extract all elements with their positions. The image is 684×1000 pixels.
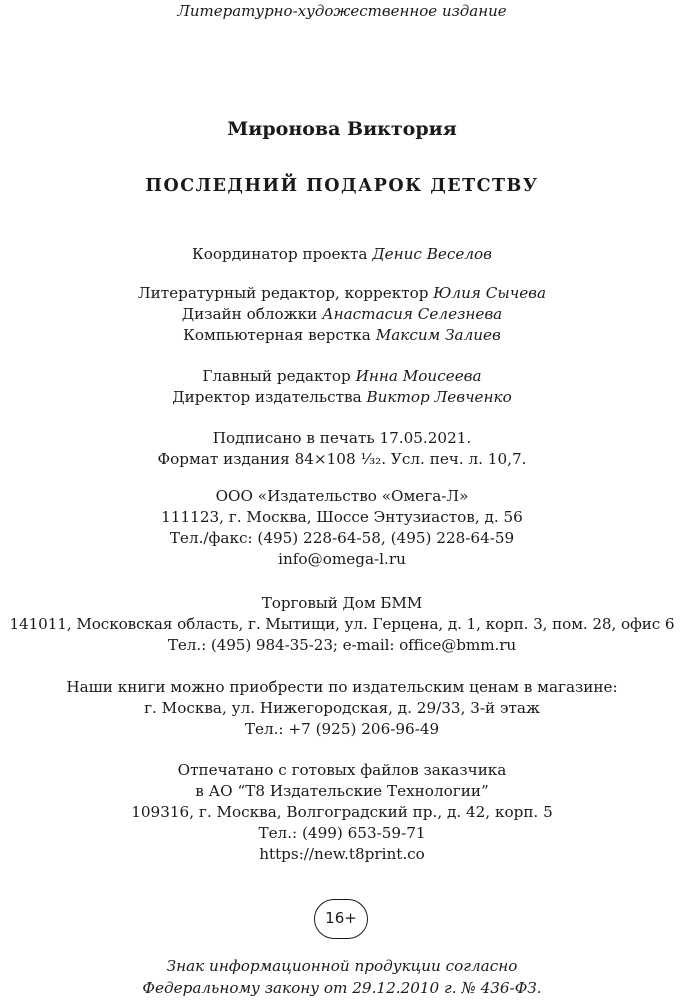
chief-editor-role: Главный редактор <box>202 367 351 385</box>
shop-block <box>0 677 684 740</box>
shop-phone: Тел.: +7 (925) 206-96-49 <box>244 720 440 738</box>
editors-block <box>0 283 684 346</box>
trade-house-contacts: Тел.: (495) 984-35-23; e-mail: office@bmm.ru <box>167 636 517 654</box>
publisher-name: ООО «Издательство «Омега-Л» <box>215 487 469 505</box>
coordinator-role: Координатор проекта <box>191 245 368 263</box>
book-author: Миронова Виктория <box>227 118 457 140</box>
layout-role: Компьютерная верстка <box>183 326 371 344</box>
director-role: Директор издательства <box>172 388 362 406</box>
age-rating-note-line-2: Федеральному закону от 29.12.2010 г. № 436-ФЗ. <box>142 979 542 997</box>
signed-to-print: Подписано в печать 17.05.2021. <box>212 429 472 447</box>
printer-line-1: Отпечатано с готовых файлов заказчика <box>177 761 507 779</box>
publisher-phones: Тел./факс: (495) 228-64-58, (495) 228-64-59 <box>169 529 515 547</box>
publisher-address: 111123, г. Москва, Шоссе Энтузиастов, д. 56 <box>161 508 523 526</box>
layout-name: Максим Залиев <box>375 326 501 344</box>
printer-phone: Тел.: (499) 653-59-71 <box>258 824 426 842</box>
printer-name: в АО “Т8 Издательские Технологии” <box>195 782 489 800</box>
edition-type-note: Литературно-художественное издание <box>177 2 507 20</box>
age-rating-note <box>0 955 684 999</box>
print-info-block <box>0 428 684 470</box>
print-format: Формат издания 84×108 ¹⁄₃₂. Усл. печ. л. 10,7. <box>157 450 527 468</box>
coordinator-name: Денис Веселов <box>372 245 492 263</box>
trade-house-block <box>0 593 684 656</box>
coordinator-block <box>0 244 684 265</box>
age-rating-badge: 16+ <box>314 899 368 939</box>
printer-website: https://new.t8print.co <box>259 845 425 863</box>
coordinator-line <box>0 244 684 265</box>
management-block <box>0 366 684 408</box>
chief-editor-line <box>0 366 684 387</box>
director-line <box>0 387 684 408</box>
lit-editor-name: Юлия Сычева <box>433 284 547 302</box>
trade-house-address: 141011, Московская область, г. Мытищи, ул. Герцена, д. 1, корп. 3, пом. 28, офис 6 <box>9 615 675 633</box>
cover-design-line <box>0 304 684 325</box>
lit-editor-role: Литературный редактор, корректор <box>137 284 429 302</box>
trade-house-name: Торговый Дом БММ <box>261 594 423 612</box>
printer-block <box>0 760 684 865</box>
director-name: Виктор Левченко <box>366 388 512 406</box>
shop-intro: Наши книги можно приобрести по издательским ценам в магазине: <box>66 678 618 696</box>
chief-editor-name: Инна Моисеева <box>355 367 482 385</box>
cover-design-name: Анастасия Селезнева <box>322 305 503 323</box>
cover-design-role: Дизайн обложки <box>181 305 318 323</box>
publisher-email: info@omega-l.ru <box>278 550 406 568</box>
book-title: ПОСЛЕДНИЙ ПОДАРОК ДЕТСТВУ <box>145 176 539 196</box>
layout-line <box>0 325 684 346</box>
printer-address: 109316, г. Москва, Волгоградский пр., д. 42, корп. 5 <box>131 803 553 821</box>
publisher-block <box>0 486 684 570</box>
shop-address: г. Москва, ул. Нижегородская, д. 29/33, 3-й этаж <box>144 699 540 717</box>
age-rating-note-line-1: Знак информационной продукции согласно <box>166 957 518 975</box>
lit-editor-line <box>0 283 684 304</box>
